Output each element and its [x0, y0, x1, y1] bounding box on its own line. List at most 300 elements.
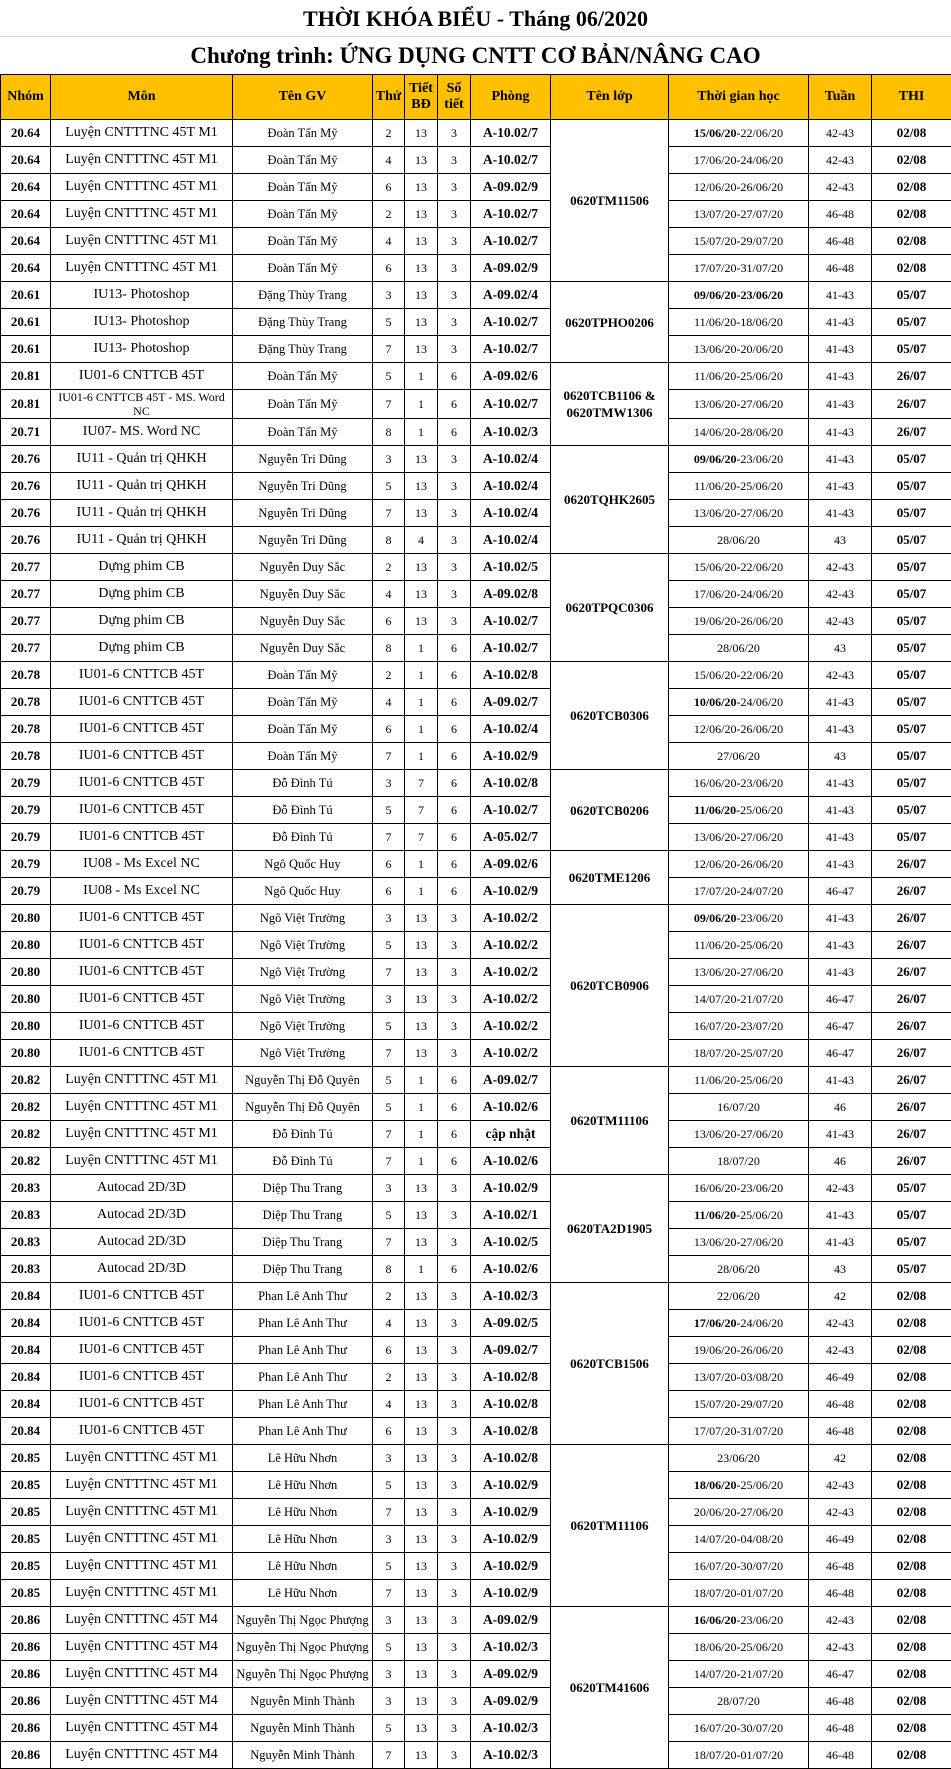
- header-phong: Phòng: [471, 75, 551, 120]
- cell-ten-gv: Phan Lê Anh Thư: [233, 1391, 373, 1418]
- cell-nhom: 20.77: [1, 581, 51, 608]
- cell-so-tiet: 3: [438, 581, 471, 608]
- header-row: [1, 75, 951, 120]
- cell-phong: A-10.02/9: [471, 878, 551, 905]
- table-row: [1, 1715, 951, 1742]
- cell-thi: 26/07: [872, 1067, 951, 1094]
- thoi-gian-text: 17/07/20-31/07/20: [694, 1424, 783, 1438]
- cell-nhom: 20.79: [1, 824, 51, 851]
- cell-so-tiet: 3: [438, 446, 471, 473]
- cell-thi: 02/08: [872, 1715, 951, 1742]
- thoi-gian-text: 16/06/20-23/06/20: [694, 1181, 783, 1195]
- thoi-gian-text: -25/06/20: [736, 1208, 783, 1222]
- cell-thoi-gian-hoc: [669, 932, 809, 959]
- cell-mon: IU13- Photoshop: [51, 309, 233, 336]
- cell-thu: 7: [373, 824, 405, 851]
- cell-thoi-gian-hoc: [669, 1553, 809, 1580]
- cell-mon: Luyện CNTTTNC 45T M1: [51, 228, 233, 255]
- cell-thu: 8: [373, 1256, 405, 1283]
- cell-tiet-bd: 13: [405, 1580, 438, 1607]
- cell-so-tiet: 3: [438, 282, 471, 309]
- cell-thu: 7: [373, 1229, 405, 1256]
- thoi-gian-text: 18/07/20: [717, 1154, 760, 1168]
- cell-phong: A-09.02/9: [471, 1688, 551, 1715]
- cell-ten-gv: Đoàn Tấn Mỹ: [233, 174, 373, 201]
- cell-thi: 02/08: [872, 255, 951, 282]
- cell-mon: Luyện CNTTTNC 45T M4: [51, 1607, 233, 1634]
- cell-phong: A-10.02/8: [471, 662, 551, 689]
- cell-tiet-bd: 13: [405, 608, 438, 635]
- cell-thi: 26/07: [872, 932, 951, 959]
- thoi-gian-text: -25/06/20: [736, 803, 783, 817]
- cell-mon: Luyện CNTTTNC 45T M1: [51, 1472, 233, 1499]
- cell-thoi-gian-hoc: [669, 174, 809, 201]
- cell-tuan: 41-43: [809, 770, 872, 797]
- cell-so-tiet: 3: [438, 608, 471, 635]
- cell-nhom: 20.64: [1, 228, 51, 255]
- cell-tiet-bd: 13: [405, 932, 438, 959]
- cell-phong: A-10.02/3: [471, 1283, 551, 1310]
- cell-tuan: 43: [809, 635, 872, 662]
- cell-thu: 5: [373, 1202, 405, 1229]
- cell-phong: A-10.02/2: [471, 1013, 551, 1040]
- cell-ten-gv: Đoàn Tấn Mỹ: [233, 201, 373, 228]
- cell-thi: 02/08: [872, 1634, 951, 1661]
- cell-thoi-gian-hoc: [669, 851, 809, 878]
- cell-thoi-gian-hoc: [669, 1229, 809, 1256]
- cell-mon: IU08 - Ms Excel NC: [51, 878, 233, 905]
- table-row: [1, 1067, 951, 1094]
- cell-thi: 05/07: [872, 689, 951, 716]
- cell-thu: 4: [373, 147, 405, 174]
- thoi-gian-text: -22/06/20: [737, 126, 784, 140]
- cell-thoi-gian-hoc: [669, 1067, 809, 1094]
- cell-so-tiet: 6: [438, 662, 471, 689]
- cell-thoi-gian-hoc: [669, 635, 809, 662]
- cell-mon: IU01-6 CNTTCB 45T: [51, 662, 233, 689]
- table-row: [1, 1634, 951, 1661]
- cell-so-tiet: 6: [438, 1067, 471, 1094]
- cell-ten-gv: Nguyễn Duy Sắc: [233, 581, 373, 608]
- cell-nhom: 20.86: [1, 1715, 51, 1742]
- thoi-gian-text: -24/06/20: [737, 695, 784, 709]
- cell-tuan: 42-43: [809, 1634, 872, 1661]
- cell-mon: Luyện CNTTTNC 45T M4: [51, 1742, 233, 1769]
- thoi-gian-text: 13/06/20-27/06/20: [694, 397, 783, 411]
- cell-thu: 2: [373, 120, 405, 147]
- cell-thoi-gian-hoc: [669, 662, 809, 689]
- cell-mon: IU01-6 CNTTCB 45T: [51, 716, 233, 743]
- cell-tiet-bd: 13: [405, 1445, 438, 1472]
- thoi-gian-text: 28/07/20: [717, 1694, 760, 1708]
- cell-ten-gv: Lê Hữu Nhơn: [233, 1553, 373, 1580]
- cell-phong: A-10.02/8: [471, 1445, 551, 1472]
- cell-tiet-bd: 13: [405, 1202, 438, 1229]
- cell-so-tiet: 3: [438, 1418, 471, 1445]
- cell-phong: A-10.02/9: [471, 1472, 551, 1499]
- cell-thi: 02/08: [872, 1310, 951, 1337]
- cell-tiet-bd: 7: [405, 770, 438, 797]
- thoi-gian-text: 18/07/20-25/07/20: [694, 1046, 783, 1060]
- table-row: [1, 662, 951, 689]
- thoi-gian-text: -25/06/20: [737, 1478, 784, 1492]
- cell-thu: 7: [373, 500, 405, 527]
- cell-mon: IU01-6 CNTTCB 45T: [51, 959, 233, 986]
- thoi-gian-text: 13/06/20-27/06/20: [694, 830, 783, 844]
- cell-tuan: 46-48: [809, 1553, 872, 1580]
- cell-tiet-bd: 1: [405, 716, 438, 743]
- cell-mon: Autocad 2D/3D: [51, 1229, 233, 1256]
- cell-thu: 7: [373, 959, 405, 986]
- thoi-gian-text: 11/06/20-25/06/20: [694, 479, 783, 493]
- cell-so-tiet: 6: [438, 635, 471, 662]
- cell-thi: 05/07: [872, 1202, 951, 1229]
- cell-tuan: 46-48: [809, 1580, 872, 1607]
- cell-ten-gv: Ngô Việt Trường: [233, 932, 373, 959]
- cell-nhom: 20.61: [1, 309, 51, 336]
- cell-thoi-gian-hoc: [669, 608, 809, 635]
- cell-phong: A-09.02/4: [471, 282, 551, 309]
- cell-thoi-gian-hoc: [669, 336, 809, 363]
- cell-tuan: 42-43: [809, 608, 872, 635]
- cell-phong: A-10.02/6: [471, 1148, 551, 1175]
- thoi-gian-text: 18/07/20-01/07/20: [694, 1748, 783, 1762]
- cell-thi: 02/08: [872, 1364, 951, 1391]
- cell-thu: 5: [373, 1013, 405, 1040]
- table-row: [1, 1445, 951, 1472]
- cell-so-tiet: 3: [438, 1175, 471, 1202]
- cell-nhom: 20.77: [1, 608, 51, 635]
- cell-mon: Dựng phim CB: [51, 581, 233, 608]
- cell-thoi-gian-hoc: [669, 309, 809, 336]
- cell-thoi-gian-hoc: [669, 1742, 809, 1769]
- cell-ten-gv: Lê Hữu Nhơn: [233, 1499, 373, 1526]
- cell-so-tiet: 3: [438, 309, 471, 336]
- cell-so-tiet: 6: [438, 689, 471, 716]
- cell-tuan: 46-49: [809, 1364, 872, 1391]
- cell-nhom: 20.82: [1, 1067, 51, 1094]
- cell-tuan: 46-47: [809, 1013, 872, 1040]
- cell-tuan: 46-47: [809, 878, 872, 905]
- cell-ten-lop: 0620TPQC0306: [551, 554, 669, 662]
- table-row: [1, 1094, 951, 1121]
- cell-phong: A-10.02/5: [471, 554, 551, 581]
- cell-mon: IU01-6 CNTTCB 45T: [51, 932, 233, 959]
- thoi-gian-text: 20/06/20-27/06/20: [694, 1505, 783, 1519]
- cell-mon: Luyện CNTTTNC 45T M1: [51, 1499, 233, 1526]
- table-row: [1, 1040, 951, 1067]
- cell-tiet-bd: 13: [405, 1715, 438, 1742]
- cell-tuan: 42-43: [809, 1607, 872, 1634]
- cell-tiet-bd: 13: [405, 500, 438, 527]
- cell-tuan: 42-43: [809, 1499, 872, 1526]
- cell-thu: 3: [373, 282, 405, 309]
- cell-so-tiet: 3: [438, 1229, 471, 1256]
- cell-nhom: 20.85: [1, 1472, 51, 1499]
- cell-nhom: 20.82: [1, 1094, 51, 1121]
- cell-thoi-gian-hoc: [669, 1661, 809, 1688]
- cell-thu: 5: [373, 1715, 405, 1742]
- cell-tiet-bd: 1: [405, 851, 438, 878]
- table-row: [1, 716, 951, 743]
- cell-thoi-gian-hoc: [669, 1148, 809, 1175]
- cell-tuan: 41-43: [809, 824, 872, 851]
- cell-tuan: 46-48: [809, 1418, 872, 1445]
- cell-thu: 5: [373, 363, 405, 390]
- cell-thoi-gian-hoc: [669, 228, 809, 255]
- cell-ten-lop: 0620TQHK2605: [551, 446, 669, 554]
- cell-ten-lop: 0620TM11506: [551, 120, 669, 282]
- cell-thi: 02/08: [872, 120, 951, 147]
- header-tuan: Tuần: [809, 75, 872, 120]
- cell-nhom: 20.76: [1, 446, 51, 473]
- cell-ten-lop: 0620TCB0906: [551, 905, 669, 1067]
- cell-ten-gv: Lê Hữu Nhơn: [233, 1526, 373, 1553]
- cell-ten-gv: Diệp Thu Trang: [233, 1202, 373, 1229]
- cell-nhom: 20.78: [1, 743, 51, 770]
- cell-so-tiet: 3: [438, 1580, 471, 1607]
- thoi-gian-bold: 09/06/20: [694, 452, 737, 466]
- cell-ten-gv: Đỗ Đình Tú: [233, 1148, 373, 1175]
- cell-thu: 4: [373, 581, 405, 608]
- cell-tiet-bd: 13: [405, 1391, 438, 1418]
- table-row: [1, 554, 951, 581]
- cell-nhom: 20.84: [1, 1310, 51, 1337]
- cell-thu: 7: [373, 1742, 405, 1769]
- table-row: [1, 201, 951, 228]
- cell-tuan: 42-43: [809, 1337, 872, 1364]
- cell-ten-gv: Lê Hữu Nhơn: [233, 1445, 373, 1472]
- cell-nhom: 20.84: [1, 1283, 51, 1310]
- cell-nhom: 20.71: [1, 419, 51, 446]
- cell-nhom: 20.84: [1, 1337, 51, 1364]
- thoi-gian-text: 13/06/20-27/06/20: [694, 1127, 783, 1141]
- cell-tuan: 42-43: [809, 174, 872, 201]
- cell-ten-gv: Đặng Thùy Trang: [233, 336, 373, 363]
- thoi-gian-text: 17/06/20-24/06/20: [694, 587, 783, 601]
- cell-ten-gv: Đoàn Tấn Mỹ: [233, 147, 373, 174]
- cell-tiet-bd: 13: [405, 1742, 438, 1769]
- cell-thoi-gian-hoc: [669, 554, 809, 581]
- table-row: [1, 1202, 951, 1229]
- cell-so-tiet: 6: [438, 716, 471, 743]
- table-row: [1, 336, 951, 363]
- cell-mon: IU01-6 CNTTCB 45T - MS. Word NC: [51, 390, 233, 419]
- thoi-gian-text: 14/07/20-21/07/20: [694, 1667, 783, 1681]
- table-row: [1, 120, 951, 147]
- cell-phong: A-09.02/8: [471, 581, 551, 608]
- cell-nhom: 20.83: [1, 1175, 51, 1202]
- cell-thoi-gian-hoc: [669, 1445, 809, 1472]
- cell-ten-lop: 0620TM41606: [551, 1607, 669, 1769]
- table-row: [1, 689, 951, 716]
- table-row: [1, 1391, 951, 1418]
- cell-thu: 6: [373, 174, 405, 201]
- cell-nhom: 20.86: [1, 1607, 51, 1634]
- cell-phong: A-10.02/2: [471, 986, 551, 1013]
- thoi-gian-bold: 18/06/20: [694, 1478, 737, 1492]
- table-row: [1, 1337, 951, 1364]
- cell-thu: 7: [373, 1580, 405, 1607]
- cell-tuan: 42: [809, 1445, 872, 1472]
- cell-thi: 26/07: [872, 905, 951, 932]
- cell-nhom: 20.85: [1, 1526, 51, 1553]
- cell-thi: 26/07: [872, 851, 951, 878]
- thoi-gian-text: 13/06/20-27/06/20: [694, 965, 783, 979]
- cell-so-tiet: 3: [438, 1337, 471, 1364]
- cell-phong: A-09.02/9: [471, 1661, 551, 1688]
- cell-thu: 5: [373, 473, 405, 500]
- cell-thoi-gian-hoc: [669, 905, 809, 932]
- thoi-gian-text: 28/06/20: [717, 533, 760, 547]
- cell-nhom: 20.64: [1, 147, 51, 174]
- cell-tiet-bd: 13: [405, 473, 438, 500]
- thoi-gian-text: 19/06/20-26/06/20: [694, 1343, 783, 1357]
- cell-thoi-gian-hoc: [669, 986, 809, 1013]
- table-row: [1, 419, 951, 446]
- thoi-gian-text: 16/07/20-23/07/20: [694, 1019, 783, 1033]
- cell-thoi-gian-hoc: [669, 878, 809, 905]
- cell-thi: 05/07: [872, 282, 951, 309]
- table-row: [1, 390, 951, 419]
- cell-mon: Luyện CNTTTNC 45T M1: [51, 1067, 233, 1094]
- cell-phong: A-10.02/4: [471, 716, 551, 743]
- cell-ten-gv: Ngô Việt Trường: [233, 1040, 373, 1067]
- cell-tiet-bd: 13: [405, 1040, 438, 1067]
- cell-so-tiet: 3: [438, 174, 471, 201]
- cell-ten-gv: Đặng Thùy Trang: [233, 309, 373, 336]
- cell-phong: A-05.02/7: [471, 824, 551, 851]
- cell-ten-gv: Ngô Việt Trường: [233, 959, 373, 986]
- table-row: [1, 473, 951, 500]
- cell-so-tiet: 3: [438, 1688, 471, 1715]
- table-row: [1, 959, 951, 986]
- cell-phong: A-10.02/9: [471, 1580, 551, 1607]
- cell-thoi-gian-hoc: [669, 1418, 809, 1445]
- cell-ten-gv: Nguyễn Duy Sắc: [233, 608, 373, 635]
- cell-phong: A-09.02/7: [471, 689, 551, 716]
- cell-thu: 5: [373, 1472, 405, 1499]
- cell-tuan: 41-43: [809, 1229, 872, 1256]
- cell-phong: A-10.02/9: [471, 1553, 551, 1580]
- cell-thoi-gian-hoc: [669, 1580, 809, 1607]
- cell-thoi-gian-hoc: [669, 1283, 809, 1310]
- cell-tuan: 41-43: [809, 473, 872, 500]
- thoi-gian-bold: 11/06/20: [694, 803, 736, 817]
- thoi-gian-text: 15/07/20-29/07/20: [694, 1397, 783, 1411]
- header-so-tiet: Số tiết: [438, 75, 471, 120]
- cell-tuan: 43: [809, 743, 872, 770]
- cell-tuan: 41-43: [809, 905, 872, 932]
- cell-so-tiet: 3: [438, 905, 471, 932]
- cell-thoi-gian-hoc: [669, 1337, 809, 1364]
- cell-mon: IU11 - Quản trị QHKH: [51, 527, 233, 554]
- cell-mon: IU01-6 CNTTCB 45T: [51, 824, 233, 851]
- thoi-gian-bold: 11/06/20: [694, 1208, 736, 1222]
- cell-thu: 6: [373, 716, 405, 743]
- cell-so-tiet: 6: [438, 851, 471, 878]
- thoi-gian-text: 13/06/20-27/06/20: [694, 506, 783, 520]
- cell-mon: Luyện CNTTTNC 45T M1: [51, 1526, 233, 1553]
- cell-mon: IU11 - Quản trị QHKH: [51, 446, 233, 473]
- cell-so-tiet: 3: [438, 473, 471, 500]
- cell-nhom: 20.84: [1, 1364, 51, 1391]
- cell-tuan: 42-43: [809, 1175, 872, 1202]
- table-row: [1, 1148, 951, 1175]
- thoi-gian-text: 28/06/20: [717, 641, 760, 655]
- cell-thoi-gian-hoc: [669, 959, 809, 986]
- cell-thu: 5: [373, 1094, 405, 1121]
- cell-thu: 3: [373, 1661, 405, 1688]
- header-thoi-gian-hoc: Thời gian học: [669, 75, 809, 120]
- cell-tuan: 41-43: [809, 336, 872, 363]
- cell-tiet-bd: 1: [405, 1121, 438, 1148]
- cell-thoi-gian-hoc: [669, 1364, 809, 1391]
- cell-tuan: 41-43: [809, 419, 872, 446]
- cell-tuan: 46-48: [809, 228, 872, 255]
- cell-thi: 02/08: [872, 1661, 951, 1688]
- cell-mon: Luyện CNTTTNC 45T M4: [51, 1688, 233, 1715]
- cell-phong: A-10.02/3: [471, 1715, 551, 1742]
- table-row: [1, 527, 951, 554]
- table-row: [1, 1661, 951, 1688]
- cell-thoi-gian-hoc: [669, 716, 809, 743]
- cell-mon: Luyện CNTTTNC 45T M1: [51, 1553, 233, 1580]
- cell-tuan: 41-43: [809, 959, 872, 986]
- thoi-gian-text: 14/07/20-21/07/20: [694, 992, 783, 1006]
- cell-tiet-bd: 13: [405, 282, 438, 309]
- cell-phong: A-09.02/7: [471, 1337, 551, 1364]
- cell-phong: A-10.02/7: [471, 635, 551, 662]
- table-row: [1, 1283, 951, 1310]
- cell-nhom: 20.77: [1, 554, 51, 581]
- cell-thoi-gian-hoc: [669, 282, 809, 309]
- cell-nhom: 20.83: [1, 1229, 51, 1256]
- cell-so-tiet: 3: [438, 1526, 471, 1553]
- cell-thoi-gian-hoc: [669, 743, 809, 770]
- table-row: [1, 228, 951, 255]
- cell-ten-gv: Đoàn Tấn Mỹ: [233, 716, 373, 743]
- schedule-body: [1, 120, 951, 1769]
- cell-thu: 2: [373, 554, 405, 581]
- thoi-gian-text: 11/06/20-25/06/20: [694, 1073, 783, 1087]
- cell-thu: 3: [373, 986, 405, 1013]
- cell-thu: 5: [373, 1067, 405, 1094]
- cell-ten-gv: Đoàn Tấn Mỹ: [233, 255, 373, 282]
- cell-tiet-bd: 1: [405, 878, 438, 905]
- cell-thi: 02/08: [872, 1742, 951, 1769]
- cell-mon: IU01-6 CNTTCB 45T: [51, 363, 233, 390]
- thoi-gian-text: 19/06/20-26/06/20: [694, 614, 783, 628]
- cell-thi: 26/07: [872, 1013, 951, 1040]
- cell-thi: 05/07: [872, 473, 951, 500]
- cell-so-tiet: 6: [438, 419, 471, 446]
- cell-thi: 05/07: [872, 824, 951, 851]
- table-row: [1, 1688, 951, 1715]
- cell-tiet-bd: 13: [405, 1661, 438, 1688]
- cell-ten-gv: Nguyễn Tri Dũng: [233, 473, 373, 500]
- cell-tiet-bd: 13: [405, 255, 438, 282]
- cell-ten-gv: Nguyễn Duy Sắc: [233, 635, 373, 662]
- cell-tuan: 46-47: [809, 1661, 872, 1688]
- cell-thoi-gian-hoc: [669, 1499, 809, 1526]
- thoi-gian-text: 11/06/20-25/06/20: [694, 938, 783, 952]
- thoi-gian-text: 28/06/20: [717, 1262, 760, 1276]
- cell-ten-gv: Đoàn Tấn Mỹ: [233, 390, 373, 419]
- header-tiet-bd: Tiết BĐ: [405, 75, 438, 120]
- cell-so-tiet: 3: [438, 932, 471, 959]
- thoi-gian-text: 13/07/20-03/08/20: [694, 1370, 783, 1384]
